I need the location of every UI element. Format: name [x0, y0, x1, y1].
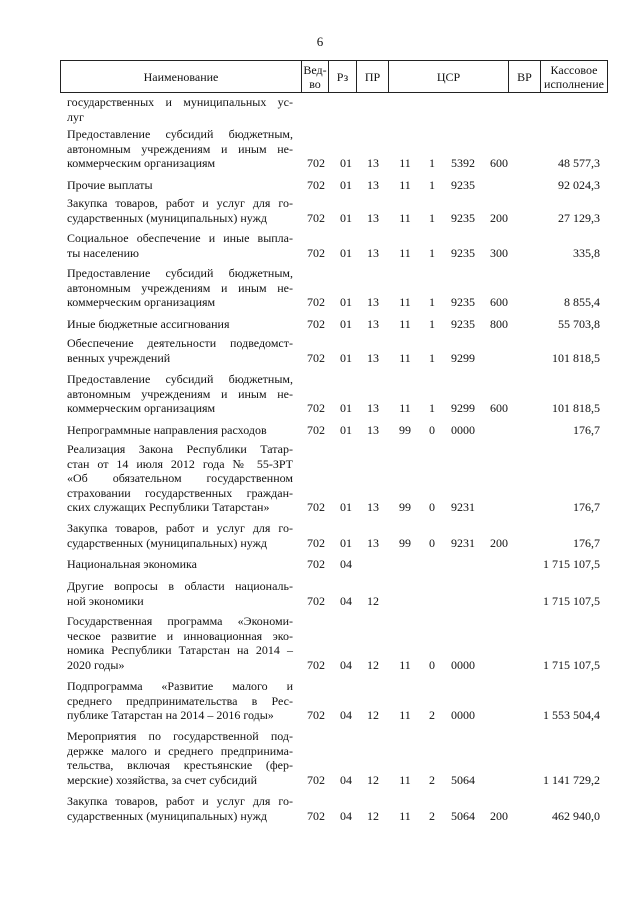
row-name-line: Предоставление субсидий бюджетным, [67, 127, 293, 141]
cell-ved: 702 [307, 156, 325, 171]
row-name-line: ной экономики [67, 593, 144, 608]
header-name: Наименование [61, 61, 302, 92]
row-name-line: номика Республики Татарстан на 2014 – [67, 643, 293, 658]
cell-csr-direction: 5064 [451, 808, 475, 823]
cell-rz: 01 [340, 317, 352, 331]
cell-amount: 27 129,3 [558, 210, 600, 225]
cell-amount: 1 715 107,5 [543, 657, 600, 672]
cell-amount: 1 715 107,5 [543, 557, 600, 571]
cell-rz: 04 [340, 808, 352, 823]
cell-csr-subprogram: 1 [429, 245, 435, 260]
row-name-line: ских служащих Республики Татарстан» [67, 500, 270, 515]
row-name-line: автономным учреждениям и иным не- [67, 141, 293, 156]
cell-csr-subprogram: 1 [429, 178, 435, 192]
cell-pr: 13 [367, 401, 379, 416]
cell-csr-subprogram: 2 [429, 708, 435, 723]
cell-ved: 702 [307, 557, 325, 571]
cell-ved: 702 [307, 210, 325, 225]
row-name-line: Национальная экономика [67, 557, 197, 571]
row-name-line: Непрограммные направления расходов [67, 423, 267, 437]
cell-csr-program: 11 [399, 245, 411, 260]
cell-pr: 13 [367, 178, 379, 192]
row-name [67, 794, 293, 823]
cell-vr: 600 [490, 401, 508, 416]
cell-rz: 01 [340, 350, 352, 365]
row-name-line: Прочие выплаты [67, 178, 153, 192]
cell-amount: 92 024,3 [558, 178, 600, 192]
cell-ved: 702 [307, 401, 325, 416]
cell-rz: 01 [340, 295, 352, 310]
cell-amount: 335,8 [573, 245, 600, 260]
cell-csr-subprogram: 1 [429, 350, 435, 365]
row-name [67, 423, 293, 438]
row-name-line: тельства, включая крестьянские (фер- [67, 758, 293, 773]
cell-amount: 462 940,0 [552, 808, 600, 823]
row-name [67, 127, 293, 171]
row-name [67, 521, 293, 550]
cell-pr: 12 [367, 808, 379, 823]
cell-csr-subprogram: 0 [429, 500, 435, 515]
cell-rz: 04 [340, 557, 352, 571]
row-name-line: стан от 14 июля 2012 года № 55-ЗРТ [67, 456, 293, 471]
cell-pr: 13 [367, 535, 379, 550]
cell-rz: 04 [340, 708, 352, 723]
row-name-line: автономным учреждениям и иным не- [67, 280, 293, 295]
row-name-line: сударственных (муниципальных) нужд [67, 535, 267, 550]
row-name [67, 614, 293, 672]
cell-ved: 702 [307, 500, 325, 515]
cell-csr-subprogram: 2 [429, 808, 435, 823]
cell-ved: 702 [307, 708, 325, 723]
row-name [67, 336, 293, 365]
row-name-line: государственных и муниципальных ус- [67, 95, 293, 109]
row-name-line: сударственных (муниципальных) нужд [67, 210, 267, 225]
cell-csr-program: 99 [399, 535, 411, 550]
cell-csr-program: 11 [399, 708, 411, 723]
row-name-line: Подпрограмма «Развитие малого и [67, 679, 293, 693]
cell-csr-direction: 9235 [451, 210, 475, 225]
row-name [67, 178, 293, 193]
header-vr: ВР [509, 61, 541, 92]
row-name [67, 442, 293, 515]
header-amount: Кассовое исполнение [544, 62, 604, 91]
cell-vr: 200 [490, 210, 508, 225]
row-name-line: среднего предпринимательства в Рес- [67, 693, 293, 708]
cell-ved: 702 [307, 593, 325, 608]
row-name [67, 231, 293, 260]
cell-csr-program: 11 [399, 317, 411, 331]
cell-amount: 48 577,3 [558, 156, 600, 171]
cell-csr-subprogram: 1 [429, 317, 435, 331]
cell-ved: 702 [307, 808, 325, 823]
cell-vr: 600 [490, 295, 508, 310]
cell-csr-program: 11 [399, 772, 411, 787]
cell-csr-direction: 9231 [451, 535, 475, 550]
row-name [67, 196, 293, 225]
cell-amount: 1 141 729,2 [543, 772, 600, 787]
cell-csr-direction: 5064 [451, 772, 475, 787]
cell-ved: 702 [307, 535, 325, 550]
cell-ved: 702 [307, 350, 325, 365]
row-name [67, 579, 293, 608]
cell-csr-direction: 0000 [451, 423, 475, 437]
row-name [67, 266, 293, 310]
cell-vr: 200 [490, 535, 508, 550]
cell-amount: 55 703,8 [558, 317, 600, 331]
header-csr: ЦСР [389, 61, 509, 92]
cell-pr: 13 [367, 245, 379, 260]
cell-vr: 300 [490, 245, 508, 260]
cell-csr-program: 11 [399, 295, 411, 310]
cell-pr: 12 [367, 708, 379, 723]
cell-ved: 702 [307, 295, 325, 310]
row-name-line: страховании государственных граждан- [67, 485, 293, 500]
row-name-line: коммерческим организациям [67, 401, 216, 416]
row-name-line: луг [67, 109, 84, 124]
cell-csr-program: 11 [399, 657, 411, 672]
row-name [67, 372, 293, 416]
row-name-line: Предоставление субсидий бюджетным, [67, 372, 293, 386]
cell-rz: 01 [340, 156, 352, 171]
cell-amount: 101 818,5 [552, 350, 600, 365]
cell-vr: 600 [490, 156, 508, 171]
row-name [67, 557, 293, 572]
cell-pr: 13 [367, 295, 379, 310]
cell-rz: 01 [340, 210, 352, 225]
row-name [67, 679, 293, 723]
cell-csr-subprogram: 1 [429, 401, 435, 416]
cell-ved: 702 [307, 657, 325, 672]
cell-csr-direction: 9235 [451, 245, 475, 260]
header-ved: Вед- во [302, 61, 329, 92]
row-name-line: 2020 годы» [67, 657, 125, 672]
row-name-line: Реализация Закона Республики Татар- [67, 442, 293, 456]
cell-csr-subprogram: 0 [429, 535, 435, 550]
cell-csr-program: 11 [399, 401, 411, 416]
cell-csr-direction: 0000 [451, 657, 475, 672]
row-name-line: мерские) хозяйства, за счет субсидий [67, 772, 258, 787]
table-header [60, 60, 608, 93]
cell-rz: 04 [340, 772, 352, 787]
cell-csr-direction: 9235 [451, 178, 475, 192]
row-name-line: Предоставление субсидий бюджетным, [67, 266, 293, 280]
page-number: 6 [316, 34, 324, 49]
row-name-line: ческое развитие и инновационная эко- [67, 628, 293, 643]
cell-pr: 12 [367, 657, 379, 672]
cell-rz: 01 [340, 423, 352, 437]
row-name-line: Государственная программа «Экономи- [67, 614, 293, 628]
cell-pr: 13 [367, 156, 379, 171]
row-name-line: Другие вопросы в области националь- [67, 579, 293, 593]
cell-rz: 01 [340, 178, 352, 192]
cell-rz: 04 [340, 657, 352, 672]
cell-csr-direction: 9235 [451, 317, 475, 331]
cell-amount: 8 855,4 [564, 295, 600, 310]
cell-amount: 176,7 [573, 535, 600, 550]
cell-vr: 800 [490, 317, 508, 331]
cell-ved: 702 [307, 317, 325, 331]
cell-pr: 13 [367, 500, 379, 515]
cell-csr-subprogram: 1 [429, 156, 435, 171]
cell-pr: 12 [367, 593, 379, 608]
row-name-line: Закупка товаров, работ и услуг для го- [67, 794, 293, 808]
row-name-line: Закупка товаров, работ и услуг для го- [67, 196, 293, 210]
cell-csr-subprogram: 2 [429, 772, 435, 787]
cell-csr-subprogram: 0 [429, 657, 435, 672]
row-name [67, 95, 293, 124]
cell-csr-direction: 9299 [451, 401, 475, 416]
row-name [67, 729, 293, 787]
cell-amount: 1 715 107,5 [543, 593, 600, 608]
cell-csr-program: 99 [399, 423, 411, 437]
row-name-line: Обеспечение деятельности подведомст- [67, 336, 293, 350]
row-name-line: автономным учреждениям и иным не- [67, 386, 293, 401]
row-name-line: Мероприятия по государственной под- [67, 729, 293, 743]
row-name-line: Иные бюджетные ассигнования [67, 317, 230, 331]
row-name-line: венных учреждений [67, 350, 171, 365]
row-name-line: Социальное обеспечение и иные выпла- [67, 231, 293, 245]
cell-pr: 13 [367, 423, 379, 437]
cell-amount: 1 553 504,4 [543, 708, 600, 723]
cell-csr-direction: 9231 [451, 500, 475, 515]
header-rz: Рз [329, 61, 357, 92]
cell-csr-direction: 0000 [451, 708, 475, 723]
cell-csr-program: 99 [399, 500, 411, 515]
cell-pr: 12 [367, 772, 379, 787]
cell-vr: 200 [490, 808, 508, 823]
row-name-line: ты населению [67, 245, 139, 260]
cell-rz: 01 [340, 500, 352, 515]
row-name-line: сударственных (муниципальных) нужд [67, 808, 267, 823]
row-name-line: «Об обязательном государственном [67, 471, 293, 486]
cell-csr-program: 11 [399, 210, 411, 225]
row-name [67, 317, 293, 332]
cell-ved: 702 [307, 423, 325, 437]
cell-amount: 101 818,5 [552, 401, 600, 416]
cell-csr-subprogram: 1 [429, 210, 435, 225]
cell-csr-subprogram: 0 [429, 423, 435, 437]
row-name-line: Закупка товаров, работ и услуг для го- [67, 521, 293, 535]
cell-csr-direction: 9235 [451, 295, 475, 310]
cell-amount: 176,7 [573, 500, 600, 515]
cell-rz: 01 [340, 401, 352, 416]
header-pr: ПР [357, 61, 389, 92]
cell-pr: 13 [367, 317, 379, 331]
cell-csr-subprogram: 1 [429, 295, 435, 310]
cell-rz: 01 [340, 535, 352, 550]
cell-csr-direction: 5392 [451, 156, 475, 171]
row-name-line: держке малого и среднего предпринима- [67, 743, 293, 758]
cell-rz: 01 [340, 245, 352, 260]
cell-rz: 04 [340, 593, 352, 608]
row-name-line: коммерческим организациям [67, 156, 216, 171]
cell-amount: 176,7 [573, 423, 600, 437]
cell-pr: 13 [367, 210, 379, 225]
cell-ved: 702 [307, 178, 325, 192]
cell-csr-program: 11 [399, 808, 411, 823]
cell-ved: 702 [307, 245, 325, 260]
cell-csr-program: 11 [399, 178, 411, 192]
cell-csr-direction: 9299 [451, 350, 475, 365]
row-name-line: публике Татарстан на 2014 – 2016 годы» [67, 708, 274, 723]
cell-csr-program: 11 [399, 350, 411, 365]
cell-ved: 702 [307, 772, 325, 787]
cell-csr-program: 11 [399, 156, 411, 171]
cell-pr: 13 [367, 350, 379, 365]
row-name-line: коммерческим организациям [67, 295, 216, 310]
